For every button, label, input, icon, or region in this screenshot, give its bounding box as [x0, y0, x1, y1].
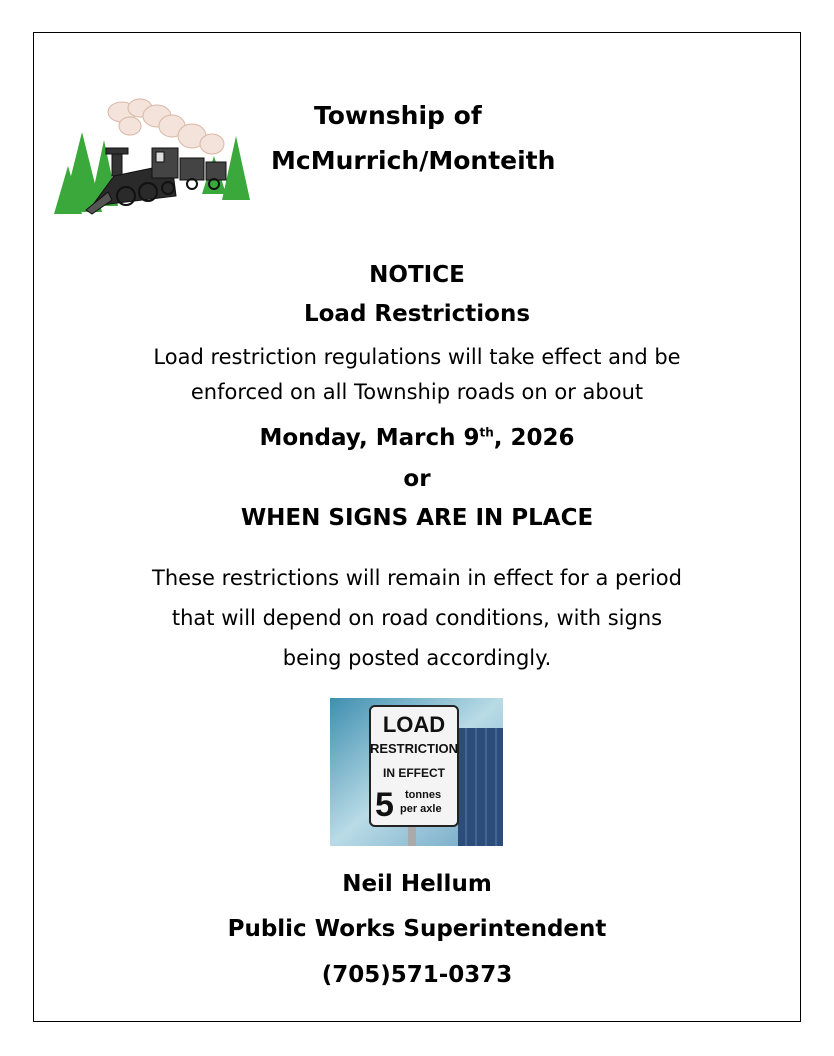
township-title-line1: Township of: [314, 101, 482, 130]
sign-number: 5: [375, 786, 394, 824]
contact-name: Neil Hellum: [342, 871, 492, 897]
body-paragraph: [33, 558, 801, 678]
intro-line-1: Load restriction regulations will take effect and be: [153, 345, 681, 369]
notice-subheading: Load Restrictions: [303, 301, 531, 327]
date-year: , 2026: [493, 425, 575, 451]
contact-title: Public Works Superintendent: [227, 916, 607, 942]
sign-line-1: LOAD: [382, 712, 446, 737]
date-main: Monday, March 9: [259, 425, 480, 451]
steam-train-logo-icon: [52, 96, 252, 220]
sign-line-2: RESTRICTION: [369, 741, 459, 756]
township-title-line2: McMurrich/Monteith: [271, 146, 556, 175]
signs-in-place-text: WHEN SIGNS ARE IN PLACE: [240, 505, 594, 531]
sign-unit-2: per axle: [400, 803, 442, 815]
intro-paragraph: [33, 340, 801, 410]
date-ordinal: th: [479, 425, 494, 440]
sign-unit-1: tonnes: [405, 789, 442, 801]
effective-date: [33, 425, 801, 451]
body-line-1: These restrictions will remain in effect for a period: [152, 566, 682, 590]
load-restriction-sign-image: [330, 698, 503, 846]
or-text: or: [403, 466, 431, 492]
notice-heading: NOTICE: [369, 262, 465, 288]
body-line-3: being posted accordingly.: [282, 646, 552, 670]
contact-phone: (705)571-0373: [321, 962, 513, 988]
sign-line-3: IN EFFECT: [383, 766, 445, 780]
body-line-2: that will depend on road conditions, with signs: [171, 606, 663, 630]
intro-line-2: enforced on all Township roads on or about: [190, 380, 644, 404]
